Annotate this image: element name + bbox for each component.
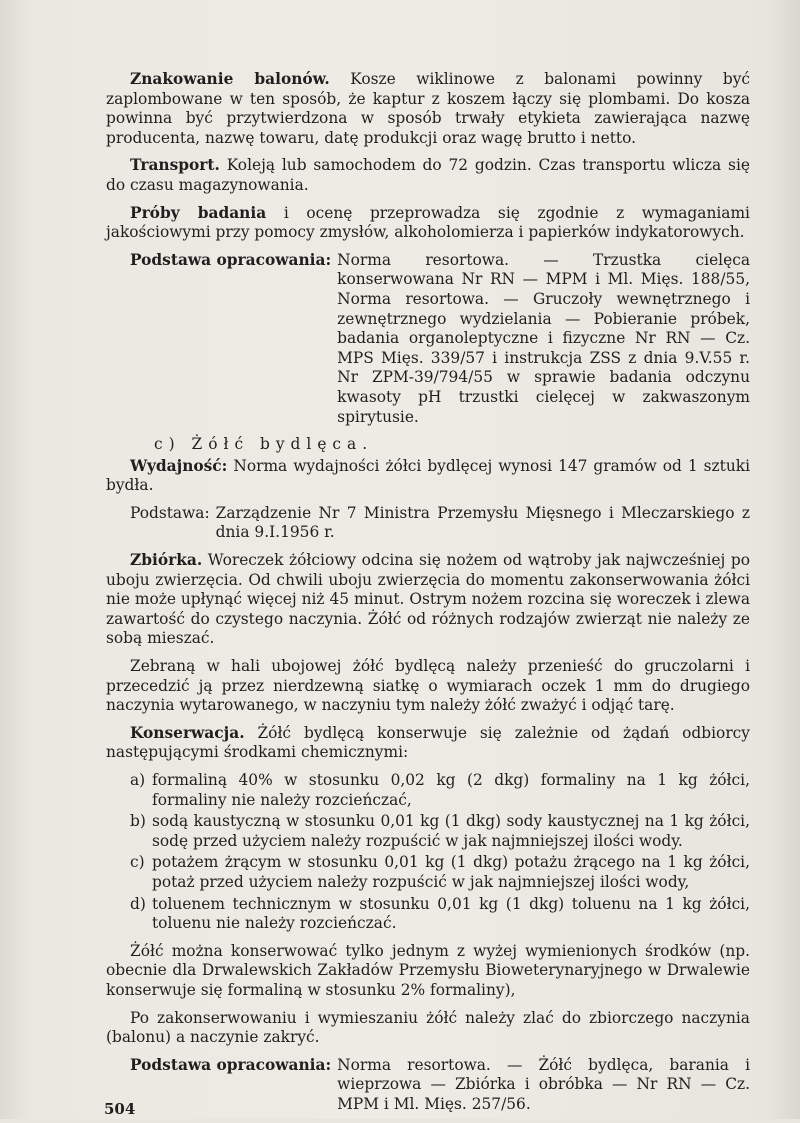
page-body (106, 70, 750, 1123)
list-text: formaliną 40% w stosunku 0,02 kg (2 dkg) formaliny na 1 kg żółci, formaliny nie należy rozcieńczać, (152, 771, 750, 809)
transport-paragraph (106, 156, 750, 195)
basis-label-2: Podstawa: (130, 503, 210, 522)
preservation-list (130, 771, 750, 934)
list-item (130, 812, 750, 851)
yield-paragraph (106, 457, 750, 496)
transport-title: Transport. (130, 156, 220, 175)
tests-text: i ocenę przeprowadza się zgodnie z wymaganiami jakościowymi przy pomocy zmysłów, alkoholomierza i papierków indykatorowych. (106, 203, 750, 242)
preserve-note-paragraph: Żółć można konserwować tylko jednym z wyżej wymienionych środków (np. obecnie dla Drwalewskich Zakładów Przemysłu Bioweterynaryjnego w Drwalewie konserwuje się formaliną w stosunku 2% formaliny), (106, 941, 750, 999)
tests-title: Próby badania (130, 203, 267, 222)
tests-paragraph (106, 204, 750, 243)
basis-text-3: Norma resortowa. — Żółć bydlęca, barania i wieprzowa — Zbiórka i obróbka — Nr RN — Cz. MPM i Ml. Mięs. 257/56. (337, 1055, 750, 1113)
section-c-marker: c) (154, 435, 181, 454)
collection-text: Woreczek żółciowy odcina się nożem od wątroby jak najwcześniej po uboju zwierzęcia. Od chwili uboju zwierzęcia do momentu zakonserwowania żółci nie może upłynąć więcej niż 45 minut. Ostrym nożem rozcina się woreczek i zlewa zawartość do czystego naczynia. Żółć od różnych rodzajów zwierząt nie należy ze sobą mieszać. (106, 551, 750, 648)
basis-reference-2 (130, 504, 750, 543)
section-c-title: Żółć bydlęca. (191, 435, 374, 454)
list-text: toluenem technicznym w stosunku 0,01 kg (1 dkg) toluenu na 1 kg żółci, toluenu nie należy rozcieńczać. (152, 894, 750, 933)
list-text: sodą kaustyczną w stosunku 0,01 kg (1 dkg) sody kaustycznej na 1 kg żółci, sodę przed użyciem należy rozpuścić w jak najmniejszej ilości wody. (152, 812, 750, 850)
collection-title: Zbiórka. (130, 551, 203, 570)
list-item (130, 895, 750, 934)
transport-text: Koleją lub samochodem do 72 godzin. Czas transportu wlicza się do czasu magazynowania. (106, 156, 750, 194)
collection-paragraph (106, 551, 750, 649)
basis-text-2: Zarządzenie Nr 7 Ministra Przemysłu Mięsnego i Mleczarskiego z dnia 9.I.1956 r. (215, 503, 750, 542)
basis-reference-1 (130, 251, 750, 427)
yield-title: Wydajność: (130, 456, 228, 475)
preservation-text: Żółć bydlęcą konserwuje się zależnie od żądań odbiorcy następującymi środkami chemicznymi: (106, 723, 750, 762)
preservation-title: Konserwacja. (130, 723, 245, 742)
marking-title: Znakowanie balonów. (130, 70, 330, 88)
list-marker: d) (130, 894, 146, 913)
preservation-paragraph (106, 724, 750, 763)
collected-paragraph: Zebraną w hali ubojowej żółć bydlęcą należy przenieść do gruczolarni i przecedzić ją przez nierdzewną siatkę o wymiarach oczek 1 mm do drugiego naczynia wytarowanego, w naczyniu tym należy żółć zważyć i odjąć tarę. (106, 657, 750, 715)
list-marker: b) (130, 812, 146, 831)
after-paragraph: Po zakonserwowaniu i wymieszaniu żółć należy zlać do zbiorczego naczynia (balonu) a naczynie zakryć. (106, 1008, 750, 1047)
section-c-heading (154, 435, 750, 455)
list-marker: a) (130, 771, 146, 789)
basis-label-3: Podstawa opracowania: (130, 1055, 332, 1074)
yield-text: Norma wydajności żółci bydlęcej wynosi 147 gramów od 1 sztuki bydła. (106, 456, 750, 495)
list-item (130, 771, 750, 810)
marking-paragraph (106, 70, 750, 148)
list-text: potażem żrącym w stosunku 0,01 kg (1 dkg) potażu żrącego na 1 kg żółci, potaż przed użyciem należy rozpuścić w jak najmniejszej ilości wody, (152, 853, 750, 891)
basis-text-1: Norma resortowa. — Trzustka cielęca konserwowana Nr RN — MPM i Ml. Mięs. 188/55, Norma resortowa. — Gruczoły wewnętrznego i zewnętrznego wydzielania — Pobieranie próbek, badania organoleptyczne i fizyczne Nr RN — Cz. MPS Mięs. 339/57 i instrukcja ZSS z dnia 9.V.55 r. Nr ZPM-39/794/55 w sprawie badania odczynu kwasoty pH trzustki cielęcej w zakwaszonym spirytusie. (337, 250, 750, 426)
basis-reference-3 (130, 1056, 750, 1115)
basis-label-1: Podstawa opracowania: (130, 250, 332, 269)
page-number: 504 (104, 1100, 136, 1118)
list-marker: c) (130, 853, 145, 872)
marking-text: Kosze wiklinowe z balonami powinny być zaplombowane w ten sposób, że kaptur z koszem łączy się plombami. Do kosza powinna być przytwierdzona w sposób trwały etykieta zawierająca nazwę producenta, nazwę towaru, datę produkcji oraz wagę brutto i netto. (106, 70, 751, 147)
list-item (130, 853, 750, 892)
